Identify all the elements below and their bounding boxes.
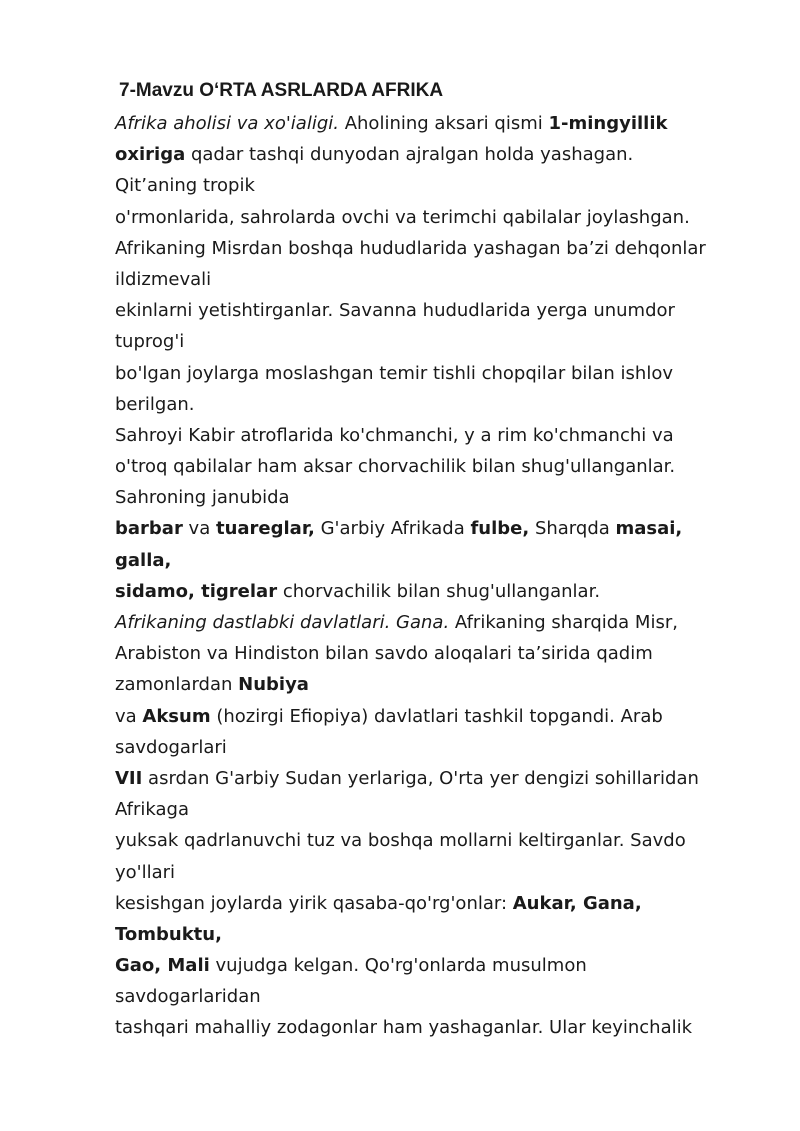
italic-heading: Afrika aholisi va xo'ialigi. bbox=[115, 113, 339, 134]
text-line bbox=[115, 950, 775, 981]
text-run: Afrikaning Misrdan boshqa hududlarida yashagan ba’zi dehqonlar bbox=[115, 237, 706, 259]
text-line bbox=[115, 482, 775, 513]
text-line bbox=[115, 358, 775, 389]
text-run: o'rmonlarida, sahrolarda ovchi va terimchi qabilalar joylashgan. bbox=[115, 206, 690, 228]
text-run: savdogarlaridan bbox=[115, 986, 261, 1008]
text-line bbox=[115, 170, 775, 201]
text-run: (hozirgi Efiopiya) davlatlari tashkil topgandi. Arab bbox=[210, 705, 663, 727]
text-run: chorvachilik bilan shug'ullanganlar. bbox=[277, 580, 601, 602]
text-run: berilgan. bbox=[115, 393, 195, 415]
text-line bbox=[115, 513, 775, 544]
text-line bbox=[115, 139, 775, 170]
text-line bbox=[115, 981, 775, 1012]
bold-term: VII bbox=[115, 767, 143, 789]
bold-term: tuareglar, bbox=[215, 518, 315, 540]
text-line bbox=[115, 420, 775, 451]
text-run: asrdan G'arbiy Sudan yerlariga, O'rta yer dengizi sohillaridan bbox=[142, 767, 699, 789]
text-run: o'troq qabilalar ham aksar chorvachilik bilan shug'ullanganlar. bbox=[115, 456, 676, 478]
bold-term: sidamo, tigrelar bbox=[115, 580, 278, 602]
text-run: tuprog'i bbox=[115, 331, 185, 353]
text-run: zamonlardan bbox=[115, 674, 239, 696]
bold-term: barbar bbox=[115, 518, 183, 540]
text-run: yo'llari bbox=[115, 861, 176, 883]
bold-term: galla, bbox=[115, 549, 172, 571]
bold-term: 1-mingyillik bbox=[548, 113, 668, 134]
text-line bbox=[115, 638, 775, 669]
text-line bbox=[115, 732, 775, 763]
text-line bbox=[115, 389, 775, 420]
bold-term: Nubiya bbox=[238, 674, 309, 696]
text-run: tashqari mahalliy zodagonlar ham yashaganlar. Ular keyinchalik bbox=[115, 1017, 693, 1039]
bold-term: Tombuktu, bbox=[115, 923, 222, 945]
italic-heading: Afrikaning dastlabki davlatlari. Gana. bbox=[115, 612, 450, 633]
text-run: Sharqda bbox=[529, 518, 616, 540]
text-run: va bbox=[115, 705, 143, 727]
text-run: Aholining aksari qismi bbox=[338, 113, 549, 134]
text-line bbox=[115, 108, 775, 139]
bold-term: Aksum bbox=[142, 705, 211, 727]
text-run: Sahroyi Kabir atroflarida ko'chmanchi, y a rim ko'chmanchi va bbox=[115, 424, 674, 446]
text-run: qadar tashqi dunyodan ajralgan holda yashagan. bbox=[185, 144, 634, 166]
text-line bbox=[115, 857, 775, 888]
text-run: Sahroning janubida bbox=[115, 487, 290, 509]
text-run: G'arbiy Afrikada bbox=[314, 518, 471, 540]
text-line bbox=[115, 451, 775, 482]
document-title: 7-Mavzu O‘RTA ASRLARDA AFRIKA bbox=[119, 80, 444, 101]
text-line bbox=[115, 202, 775, 233]
text-run: ekinlarni yetishtirganlar. Savanna hududlarida yerga unumdor bbox=[115, 300, 675, 322]
text-line bbox=[115, 545, 775, 576]
bold-term: fulbe, bbox=[470, 518, 530, 540]
text-line bbox=[115, 264, 775, 295]
bold-term: Aukar, Gana, bbox=[512, 892, 642, 914]
text-line bbox=[115, 825, 775, 856]
text-run: Arabiston va Hindiston bilan savdo aloqalari ta’sirida qadim bbox=[115, 643, 653, 665]
text-line bbox=[115, 794, 775, 825]
text-line bbox=[115, 1012, 775, 1043]
text-line bbox=[115, 669, 775, 700]
text-run: bo'lgan joylarga moslashgan temir tishli chopqilar bilan ishlov bbox=[115, 362, 673, 384]
text-line bbox=[115, 888, 775, 919]
text-run: Afrikaga bbox=[115, 799, 190, 821]
text-line bbox=[115, 576, 775, 607]
text-line bbox=[115, 919, 775, 950]
text-line bbox=[115, 763, 775, 794]
text-run: ildizmevali bbox=[115, 268, 212, 290]
text-line bbox=[115, 326, 775, 357]
text-line bbox=[115, 233, 775, 264]
text-line bbox=[115, 607, 775, 638]
text-run: Qit’aning tropik bbox=[115, 175, 255, 197]
text-run: kesishgan joylarda yirik qasaba-qo'rg'onlar: bbox=[115, 892, 513, 914]
text-run: savdogarlari bbox=[115, 736, 227, 758]
document-body bbox=[115, 108, 775, 1044]
text-line bbox=[115, 295, 775, 326]
text-run: yuksak qadrlanuvchi tuz va boshqa mollarni keltirganlar. Savdo bbox=[115, 830, 686, 852]
text-line bbox=[115, 701, 775, 732]
text-run: Afrikaning sharqida Misr, bbox=[449, 612, 678, 633]
text-run: vujudga kelgan. Qo'rg'onlarda musulmon bbox=[209, 955, 587, 977]
bold-term: oxiriga bbox=[115, 144, 186, 166]
text-run: va bbox=[182, 518, 216, 540]
bold-term: Gao, Mali bbox=[115, 955, 210, 977]
bold-term: masai, bbox=[615, 518, 683, 540]
